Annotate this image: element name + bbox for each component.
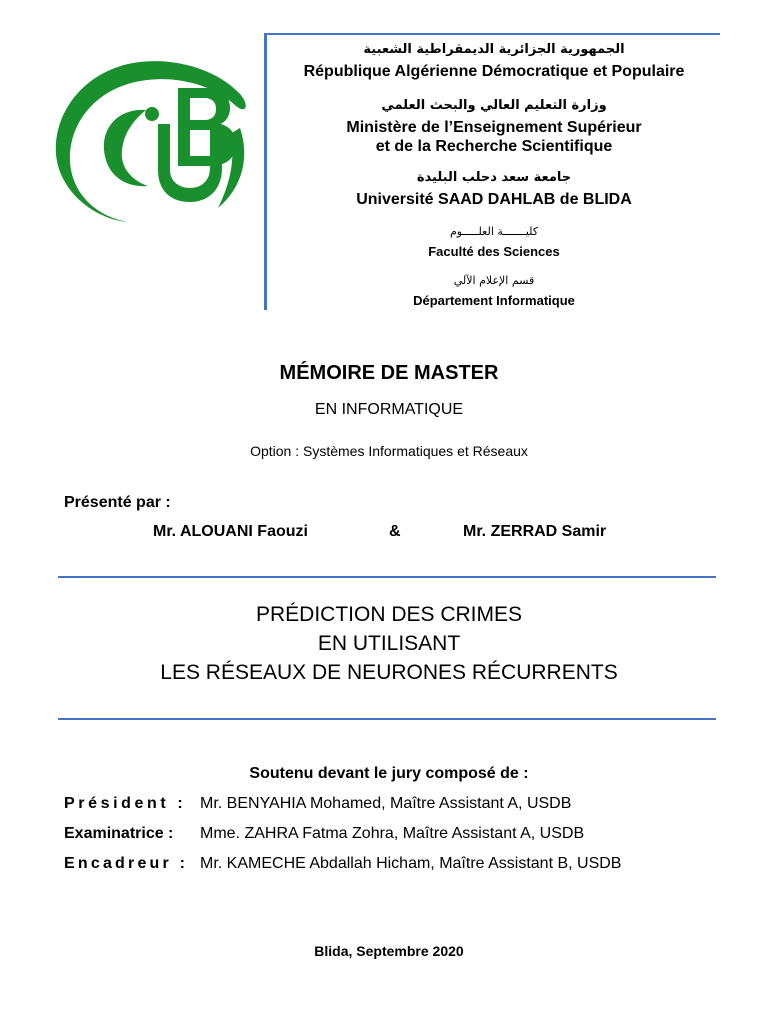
department-french: Département Informatique xyxy=(413,293,575,308)
memoire-title: MÉMOIRE DE MASTER xyxy=(279,362,499,384)
jury-role-president: Président : xyxy=(64,795,187,812)
ministry-arabic: وزارة التعليم العالي والبحث العلمي xyxy=(381,98,607,113)
memoire-option: Option : Systèmes Informatiques et Réseaux xyxy=(250,443,528,459)
jury-person-examinatrice: Mme. ZAHRA Fatma Zohra, Maître Assistant A, USDB xyxy=(200,825,585,842)
university-french: Université SAAD DAHLAB de BLIDA xyxy=(356,191,632,208)
ministry-french-line2: et de la Recherche Scientifique xyxy=(375,138,613,155)
ministry-french-line1: Ministère de l’Enseignement Supérieur xyxy=(346,119,642,136)
memoire-subtitle: EN INFORMATIQUE xyxy=(314,401,464,418)
faculty-arabic: كليـــــــة العلـــــوم xyxy=(449,225,539,238)
authors-separator: & xyxy=(389,523,401,540)
jury-role-examinatrice: Examinatrice : xyxy=(64,825,174,842)
university-logo xyxy=(50,58,255,228)
thesis-title-line-3: LES RÉSEAUX DE NEURONES RÉCURRENTS xyxy=(160,661,618,684)
author-1: Mr. ALOUANI Faouzi xyxy=(153,523,308,540)
jury-person-president: Mr. BENYAHIA Mohamed, Maître Assistant A, USDB xyxy=(200,795,572,812)
republic-french: République Algérienne Démocratique et Populaire xyxy=(303,63,685,80)
jury-person-encadreur: Mr. KAMECHE Abdallah Hicham, Maître Assistant B, USDB xyxy=(200,855,622,872)
thesis-title-line-2: EN UTILISANT xyxy=(317,632,461,655)
jury-heading: Soutenu devant le jury composé de : xyxy=(249,765,529,782)
header-frame-left-line xyxy=(264,33,267,310)
title-rule-bottom xyxy=(58,718,716,720)
header-frame-top-line xyxy=(264,33,720,35)
jury-role-encadreur: Encadreur : xyxy=(64,855,189,872)
republic-arabic: الجمهورية الجزائرية الديمقراطية الشعبية xyxy=(363,42,625,57)
university-arabic: جامعة سعد دحلب البليدة xyxy=(416,170,572,185)
department-arabic: قسم الإعلام الآلي xyxy=(453,274,535,287)
faculty-french: Faculté des Sciences xyxy=(428,244,560,259)
title-rule-top xyxy=(58,576,716,578)
author-2: Mr. ZERRAD Samir xyxy=(463,523,607,540)
thesis-title-line-1: PRÉDICTION DES CRIMES xyxy=(255,603,523,626)
thesis-title xyxy=(0,600,768,687)
place-and-date: Blida, Septembre 2020 xyxy=(314,943,464,959)
presented-by-label: Présenté par : xyxy=(64,494,171,511)
